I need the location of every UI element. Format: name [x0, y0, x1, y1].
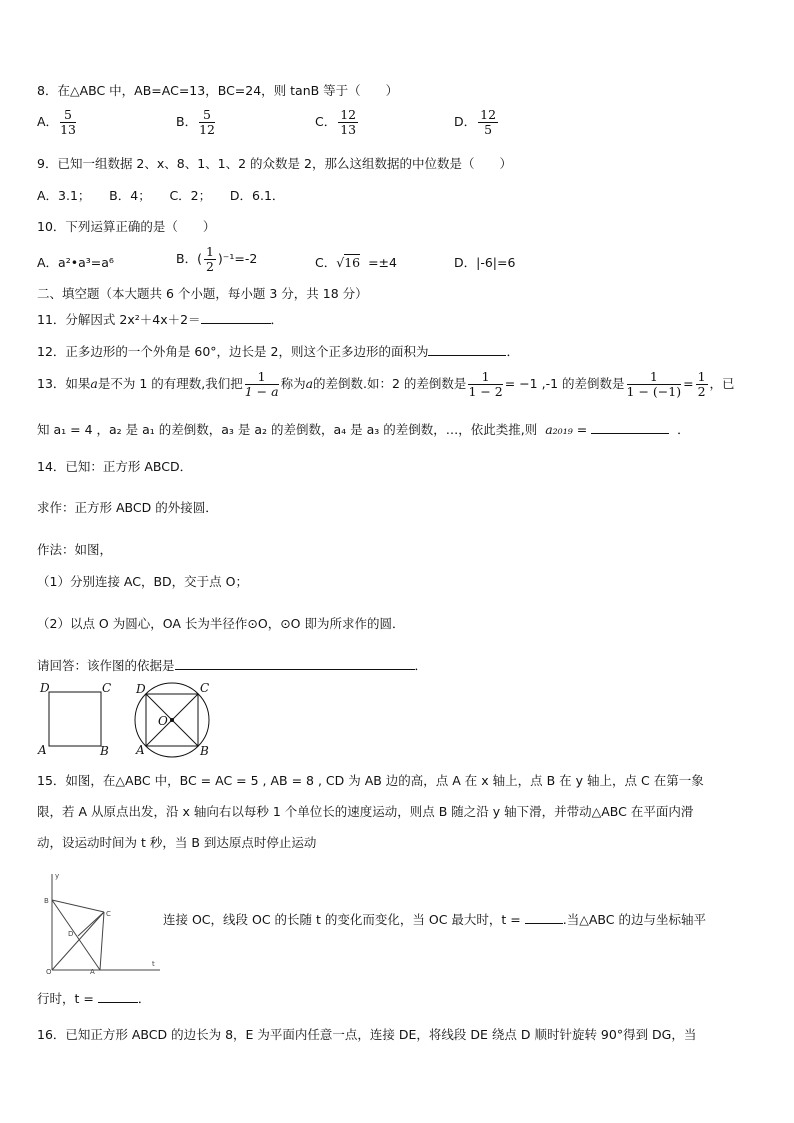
q10-stem: 10．下列运算正确的是（ ） [37, 219, 216, 234]
circle-figure [135, 681, 209, 758]
square-figure [37, 681, 111, 758]
q8-option-d: D． $\frac{12}{5}$ [454, 107, 497, 137]
q15-line4: 连接 OC，线段 OC 的长随 t 的变化而变化，当 OC 最大时，t = .当△ABC 的边与坐标轴平 [163, 912, 706, 927]
q14-given: 14．已知：正方形 ABCD． [37, 459, 193, 474]
label-d: D [40, 681, 50, 695]
label-b: B [200, 744, 209, 758]
label-b: B [100, 744, 109, 758]
y-axis-label: y [55, 872, 60, 880]
label-o: O [158, 714, 168, 728]
q9-stem: 9．已知一组数据 2、x、8、1、1、2 的众数是 2，那么这组数据的中位数是（ ） [37, 156, 512, 171]
q13-line2: 知 a₁ = 4 ，a₂ 是 a₁ 的差倒数，a₃ 是 a₂ 的差倒数，a₄ 是 a₃ 的差倒数，…，依此类推,则 a₂₀₁₉ = ． [37, 422, 690, 437]
q14-method: 作法：如图， [37, 542, 113, 557]
section-title: 二、填空题（本大题共 6 个小题，每小题 3 分，共 18 分） [37, 286, 368, 301]
label-a: A [38, 743, 47, 757]
label-d: D [136, 682, 146, 696]
label-o: O [46, 968, 52, 976]
q15-line3: 动，设运动时间为 t 秒，当 B 到达原点时停止运动 [37, 835, 317, 850]
label-b: B [44, 897, 49, 905]
q14-task: 求作：正方形 ABCD 的外接圆． [37, 500, 218, 515]
q14-step1: （1）分别连接 AC，BD，交于点 O； [37, 574, 248, 589]
q8-option-c: C． $\frac{12}{13}$ [315, 107, 357, 137]
label-c: C [102, 681, 112, 695]
q8-stem: 8．在△ABC 中，AB=AC=13，BC=24，则 tanB 等于（ ） [37, 83, 399, 98]
q8-option-a: A． $\frac{5}{13}$ [37, 107, 76, 137]
q8-option-b: B． $\frac{5}{12}$ [176, 107, 215, 137]
q10-option-a: A．a²•a³=a⁶ [37, 255, 114, 270]
label-d: D [68, 930, 74, 938]
q14-question: 请回答：该作图的依据是 ． [37, 658, 428, 673]
label-a: A [136, 743, 145, 757]
q13-line1: 13．如果a是不为 1 的有理数,我们把 $\frac{1}{1 - a}$ 称为a的差倒数.如：2 的差倒数是 $\frac{1}{1 - 2}$ = −1 ,-1 的差倒数是 $\frac{1}{1 - (-1)}$ = $\frac{1}{2}$ ，已 [37, 369, 735, 399]
q14-step2: （2）以点 O 为圆心，OA 长为半径作⊙O，⊙O 即为所求作的圆． [37, 616, 405, 631]
q12: 12．正多边形的一个外角是 60°，边长是 2，则这个正多边形的面积为 ． [37, 344, 519, 359]
q16-stem: 16．已知正方形 ABCD 的边长为 8，E 为平面内任意一点，连接 DE，将线段 DE 绕点 D 顺时针旋转 90°得到 DG，当 [37, 1027, 697, 1042]
q10-option-b: B．( $\frac{1}{2}$ )⁻¹=-2 [176, 244, 258, 274]
x-axis-label: t [152, 960, 155, 968]
q15-line2: 限，若 A 从原点出发，沿 x 轴向右以每秒 1 个单位长的速度运动，则点 B 随之沿 y 轴下滑，并带动△ABC 在平面内滑 [37, 804, 694, 819]
q10-option-c: C．√16 =±4 [315, 255, 397, 270]
q15-figure [40, 868, 164, 976]
label-c: C [200, 681, 210, 695]
q11: 11．分解因式 2x²＋4x＋2＝ ． [37, 312, 284, 327]
label-a: A [90, 968, 95, 976]
q14-figures [36, 680, 226, 758]
q10-option-d: D．|-6|=6 [454, 255, 516, 270]
q15-line5: 行时，t = ． [37, 991, 151, 1006]
label-c: C [106, 910, 111, 918]
q9-options: A．3.1； B．4； C．2； D．6.1． [37, 188, 285, 203]
q15-line1: 15．如图，在△ABC 中，BC = AC = 5 , AB = 8 , CD 为 AB 边的高，点 A 在 x 轴上，点 B 在 y 轴上，点 C 在第一象 [37, 773, 704, 788]
